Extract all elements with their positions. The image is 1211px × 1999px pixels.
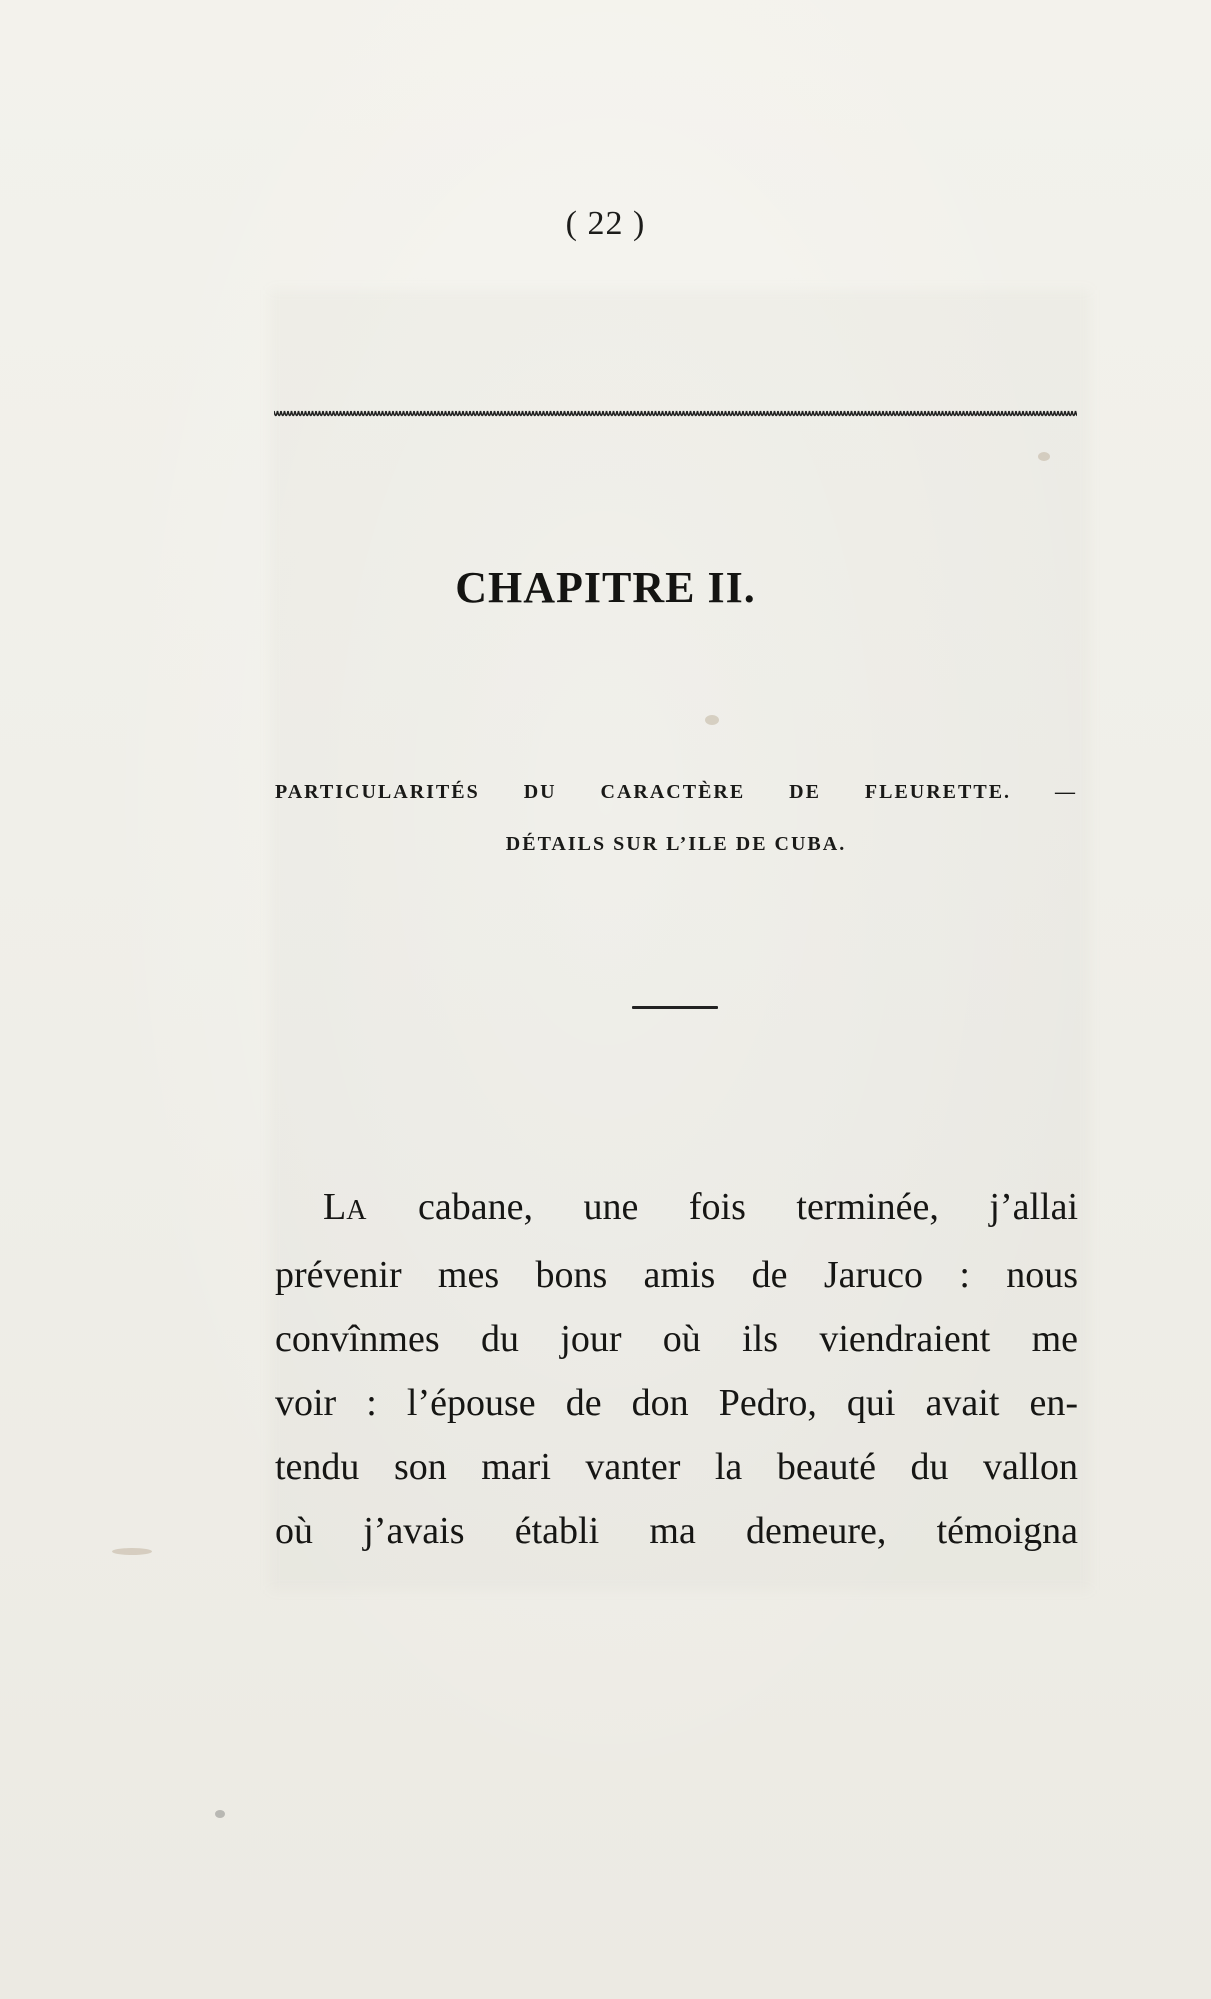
text-line — [275, 1175, 1078, 1243]
body-paragraph — [275, 1175, 1078, 1563]
text-line: voir : l’épouse de don Pedro, qui avait en- — [275, 1382, 1078, 1424]
summary-line: DÉTAILS SUR L’ILE DE CUBA. — [505, 833, 847, 855]
ornamental-rule — [274, 408, 1077, 422]
text-line: convînmes du jour où ils viendraient me — [275, 1318, 1078, 1360]
chapter-title: CHAPITRE II. — [455, 563, 756, 612]
text-line: tendu son mari vanter la beauté du vallon — [275, 1446, 1078, 1488]
paper-spot — [112, 1548, 152, 1555]
text-line: prévenir mes bons amis de Jaruco : nous — [275, 1254, 1078, 1296]
text-line: où j’avais établi ma demeure, témoigna — [275, 1510, 1078, 1552]
paper-spot — [1038, 452, 1050, 461]
summary-line: PARTICULARITÉS DU CARACTÈRE DE FLEURETTE. — — [275, 781, 1077, 803]
section-divider — [632, 1006, 718, 1009]
page-number: ( 22 ) — [565, 205, 646, 242]
text-line-rest: cabane, une fois terminée, j’allai — [367, 1186, 1078, 1228]
small-caps-rest: A — [346, 1195, 368, 1226]
paper-spot — [705, 715, 719, 725]
small-caps-initial: L — [323, 1186, 347, 1228]
paper-spot — [215, 1810, 225, 1818]
chapter-summary — [275, 766, 1077, 870]
